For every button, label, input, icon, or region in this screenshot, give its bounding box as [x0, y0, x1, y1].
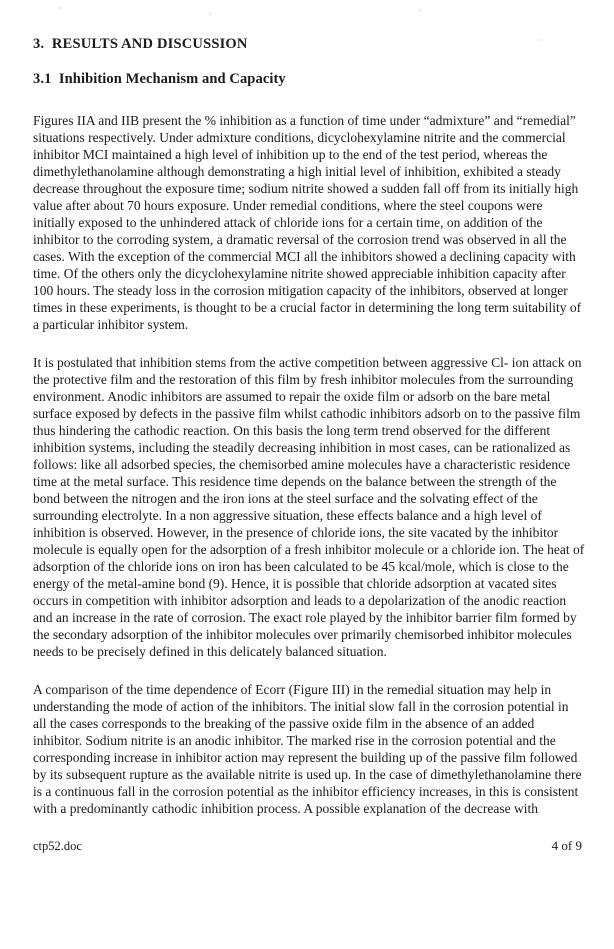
page-footer [33, 838, 582, 854]
paragraph-inhibition-mechanism: It is postulated that inhibition stems from the active competition between aggressive Cl- ion attack on the protective film and the restoration of this film by fresh inhibitor molecules from the surrounding environment. Anodic inhibitors are assumed to repair the oxide film or adsorb on the bare metal surface exposed by defects in the passive film whilst cathodic inhibitors adsorb on to the passive film thus hindering the cathodic reaction. On this basis the long term trend observed for the different inhibition systems, including the steadily decreasing inhibition in most cases, can be rationalized as follows: like all adsorbed species, the chemisorbed amine molecules have a characteristic residence time at the metal surface. This residence time depends on the balance between the strength of the bond between the nitrogen and the iron ions at the steel surface and the solvating effect of the surrounding electrolyte. In a non aggressive situation, these effects balance and a high level of inhibition is observed. However, in the presence of chloride ions, the site vacated by the inhibitor molecule is equally open for the adsorption of a fresh inhibitor molecule or a chloride ion. The heat of adsorption of the chloride ions on iron has been calculated to be 45 kcal/mole, which is close to the energy of the metal-amine bond (9). Hence, it is possible that chloride adsorption at vacated sites occurs in competition with inhibitor adsorption and leads to a depolarization of the anodic reaction and an increase in the rate of corrosion. The exact role played by the inhibitor barrier film formed by the secondary adsorption of the inhibitor molecules over primarily chemisorbed inhibitor molecules needs to be precisely defined in this delicately balanced situation. [33, 355, 585, 659]
paragraph-inhibition-results: Figures IIA and IIB present the % inhibition as a function of time under “admixture” and “remedial” situations respectively. Under admixture conditions, dicyclohexylamine nitrite and the commercial inhibitor MCI maintained a high level of inhibition up to the end of the test period, whereas the dimethylethanolamine although demonstrating a high initial level of inhibition, exhibited a steady decrease throughout the exposure time; sodium nitrite showed a sudden fall off from its initially high value after about 70 hours exposure. Under remedial conditions, where the steel coupons were initially exposed to the unhindered attack of chloride ions for a certain time, on addition of the inhibitor to the corroding system, a dramatic reversal of the corrosion trend was observed in all the cases. With the exception of the commercial MCI all the inhibitors showed a declining capacity with time. Of the others only the dicyclohexylamine nitrite showed appreciable inhibition capacity after 100 hours. The steady loss in the corrosion mitigation capacity of the inhibitors, observed at longer times in these experiments, is thought to be a crucial factor in determining the long term suitability of a particular inhibitor system. [33, 113, 582, 332]
paragraph-ecorr-comparison: A comparison of the time dependence of Ecorr (Figure III) in the remedial situation may help in understanding the mode of action of the inhibitors. The initial slow fall in the corrosion potential in all the cases corresponds to the breaking of the passive oxide film in the absence of an added inhibitor. Sodium nitrite is an anodic inhibitor. The marked rise in the corrosion potential and the corresponding increase in inhibitor action may represent the building up of the passive film followed by its subsequent rupture as the available nitrite is used up. In the case of dimethylethanolamine there is a continuous fall in the corrosion potential as the inhibitor efficiency increases, in this is consistent with a predominantly cathodic inhibition process. A possible explanation of the decrease with [33, 682, 582, 816]
document-body [33, 112, 583, 817]
section-heading: 3. RESULTS AND DISCUSSION [33, 36, 248, 52]
footer-page-number: 4 of 9 [551, 838, 582, 853]
subsection-heading: 3.1 Inhibition Mechanism and Capacity [33, 71, 286, 87]
footer-filename: ctp52.doc [33, 839, 82, 853]
